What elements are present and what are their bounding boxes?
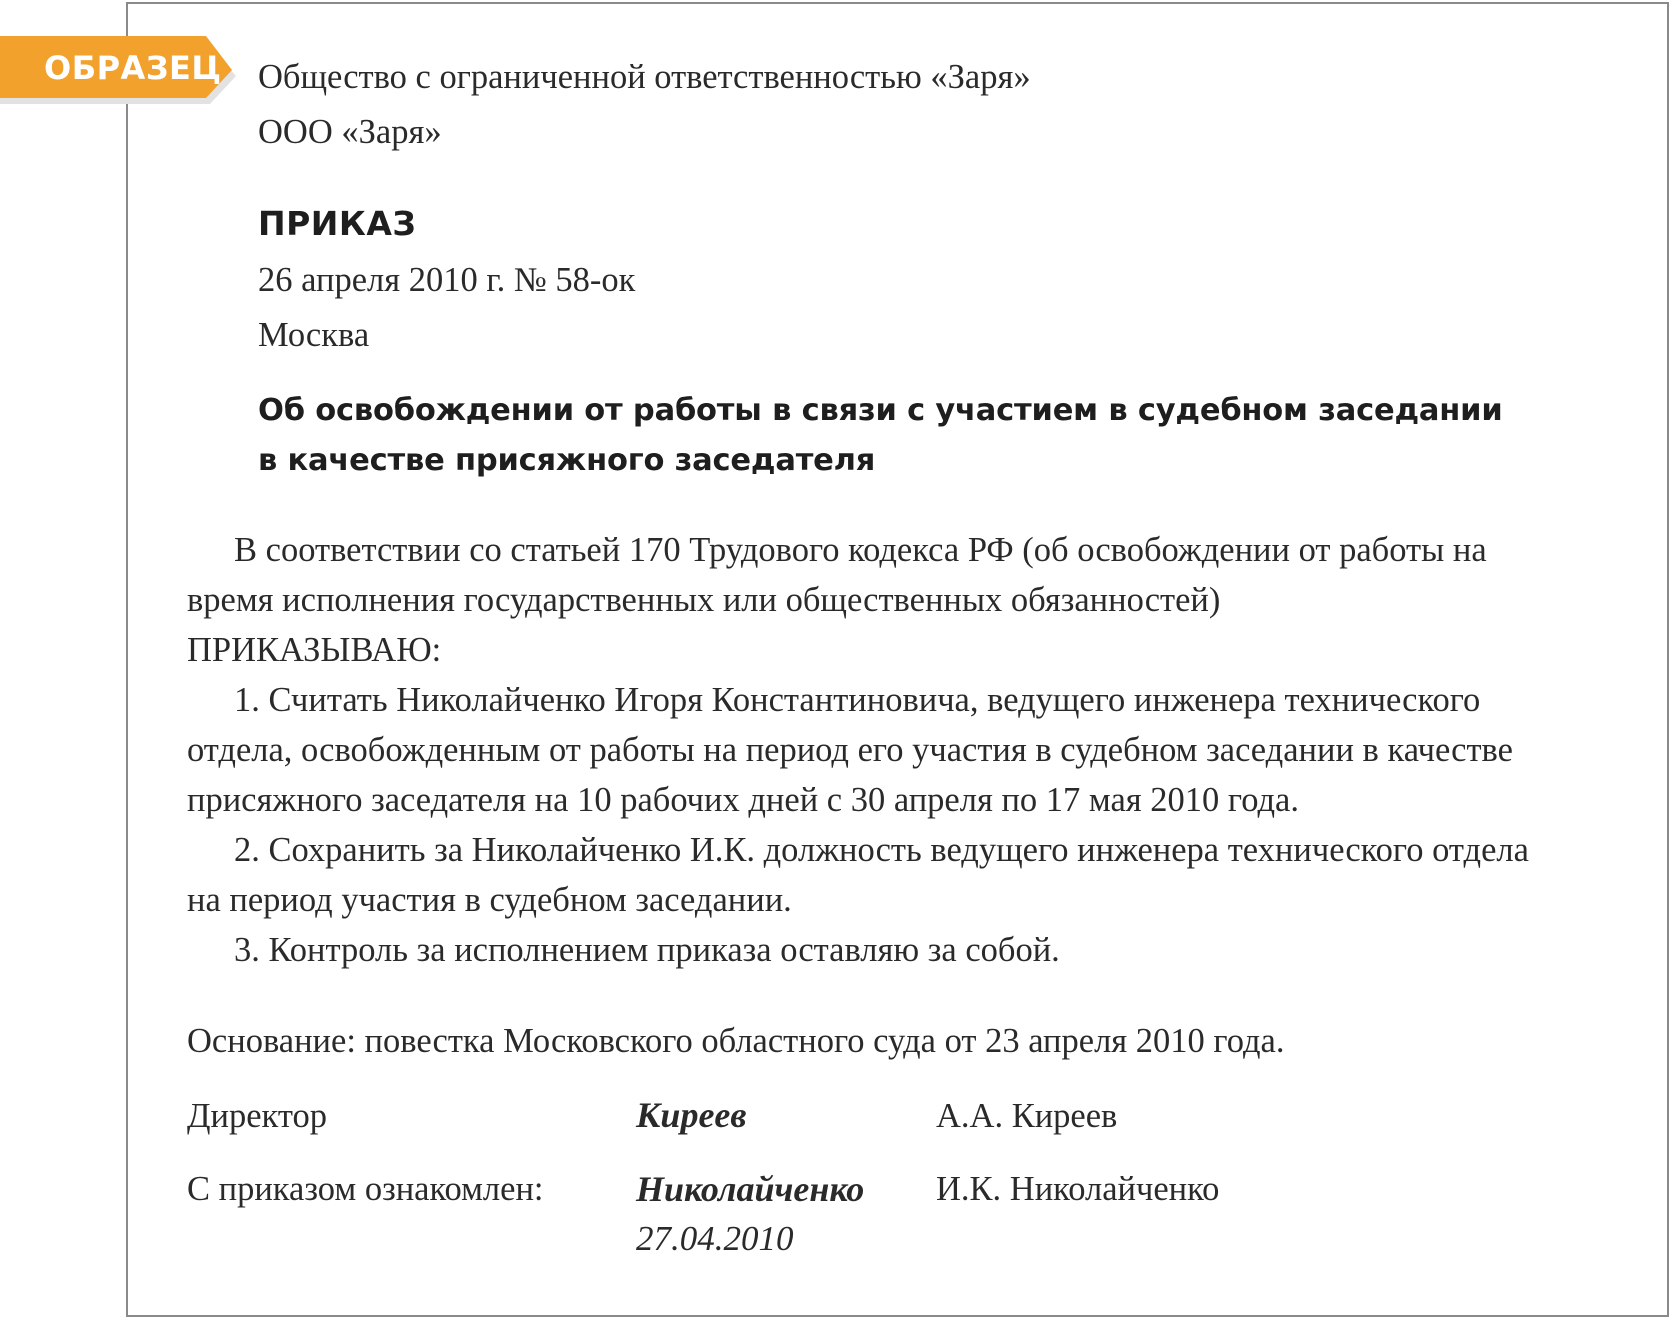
sample-badge-label: ОБРАЗЕЦ xyxy=(44,49,222,87)
order-title: ПРИКАЗ xyxy=(258,204,417,243)
acknowledgement-signature: Николайченко xyxy=(636,1169,865,1209)
org-short-name: ООО «Заря» xyxy=(258,113,442,151)
subject-line-1: Об освобождении от работы в связи с участием в судебном заседании xyxy=(258,393,1503,428)
item-2-line-2: на период участия в судебном заседании. xyxy=(187,881,792,919)
order-city: Москва xyxy=(258,316,370,354)
acknowledgement-role: С приказом ознакомлен: xyxy=(187,1170,544,1208)
item-1-line-2: отдела, освобожденным от работы на период его участия в судебном заседании в качестве xyxy=(187,731,1513,769)
preamble-line-1: В соответствии со статьей 170 Трудового кодекса РФ (об освобождении от работы на xyxy=(234,531,1487,569)
org-full-name: Общество с ограниченной ответственностью «Заря» xyxy=(258,58,1031,96)
director-role: Директор xyxy=(187,1097,327,1135)
decree-word: ПРИКАЗЫВАЮ: xyxy=(187,631,442,669)
preamble-line-2: время исполнения государственных или общественных обязанностей) xyxy=(187,581,1221,619)
item-2-line-1: 2. Сохранить за Николайченко И.К. должность ведущего инженера технического отдела xyxy=(234,831,1529,869)
director-name: А.А. Киреев xyxy=(936,1097,1118,1135)
acknowledgement-name: И.К. Николайченко xyxy=(936,1170,1220,1208)
sample-badge xyxy=(0,36,238,104)
item-1-line-1: 1. Считать Николайченко Игоря Константиновича, ведущего инженера технического xyxy=(234,681,1481,719)
subject-line-2: в качестве присяжного заседателя xyxy=(258,443,876,478)
item-3-line-1: 3. Контроль за исполнением приказа оставляю за собой. xyxy=(234,931,1060,969)
order-date-number: 26 апреля 2010 г. № 58-ок xyxy=(258,261,636,299)
basis-line: Основание: повестка Московского областного суда от 23 апреля 2010 года. xyxy=(187,1022,1285,1060)
director-signature: Киреев xyxy=(636,1095,747,1135)
item-1-line-3: присяжного заседателя на 10 рабочих дней с 30 апреля по 17 мая 2010 года. xyxy=(187,781,1299,819)
acknowledgement-date: 27.04.2010 xyxy=(636,1219,794,1258)
